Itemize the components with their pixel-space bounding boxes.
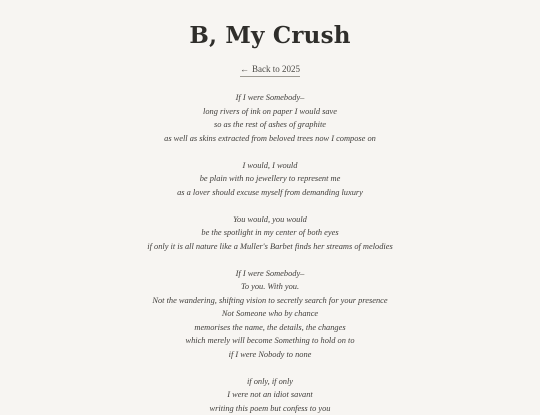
arrow-left-icon: ← — [240, 64, 249, 74]
poem-line: as a lover should excuse myself from demanding luxury — [0, 186, 540, 200]
stanza — [0, 375, 540, 415]
poem-line: be the spotlight in my center of both eyes — [0, 226, 540, 240]
stanza — [0, 159, 540, 200]
poem-line: Not the wandering, shifting vision to secretly search for your presence — [0, 294, 540, 308]
poem-line: which merely will become Something to hold on to — [0, 334, 540, 348]
poem-line: If I were Somebody– — [0, 267, 540, 281]
poem-body — [0, 91, 540, 415]
poem-line: if I were Nobody to none — [0, 348, 540, 362]
poem-line: so as the rest of ashes of graphite — [0, 118, 540, 132]
poem-line: if only, if only — [0, 375, 540, 389]
poem-line: If I were Somebody– — [0, 91, 540, 105]
poem-line: as well as skins extracted from beloved trees now I compose on — [0, 132, 540, 146]
poem-line: Not Someone who by chance — [0, 307, 540, 321]
back-link[interactable] — [240, 63, 300, 77]
poem-line: I were not an idiot savant — [0, 388, 540, 402]
page-title: B, My Crush — [0, 0, 540, 50]
poem-line: writing this poem but confess to you — [0, 402, 540, 415]
stanza — [0, 213, 540, 254]
stanza — [0, 91, 540, 145]
poem-line: You would, you would — [0, 213, 540, 227]
poem-line: be plain with no jewellery to represent me — [0, 172, 540, 186]
poem-line: memorises the name, the details, the changes — [0, 321, 540, 335]
back-link-label: Back to 2025 — [252, 64, 300, 74]
poem-line: if only it is all nature like a Muller's Barbet finds her streams of melodies — [0, 240, 540, 254]
poem-line: long rivers of ink on paper I would save — [0, 105, 540, 119]
poem-line: To you. With you. — [0, 280, 540, 294]
poem-line: I would, I would — [0, 159, 540, 173]
stanza — [0, 267, 540, 362]
